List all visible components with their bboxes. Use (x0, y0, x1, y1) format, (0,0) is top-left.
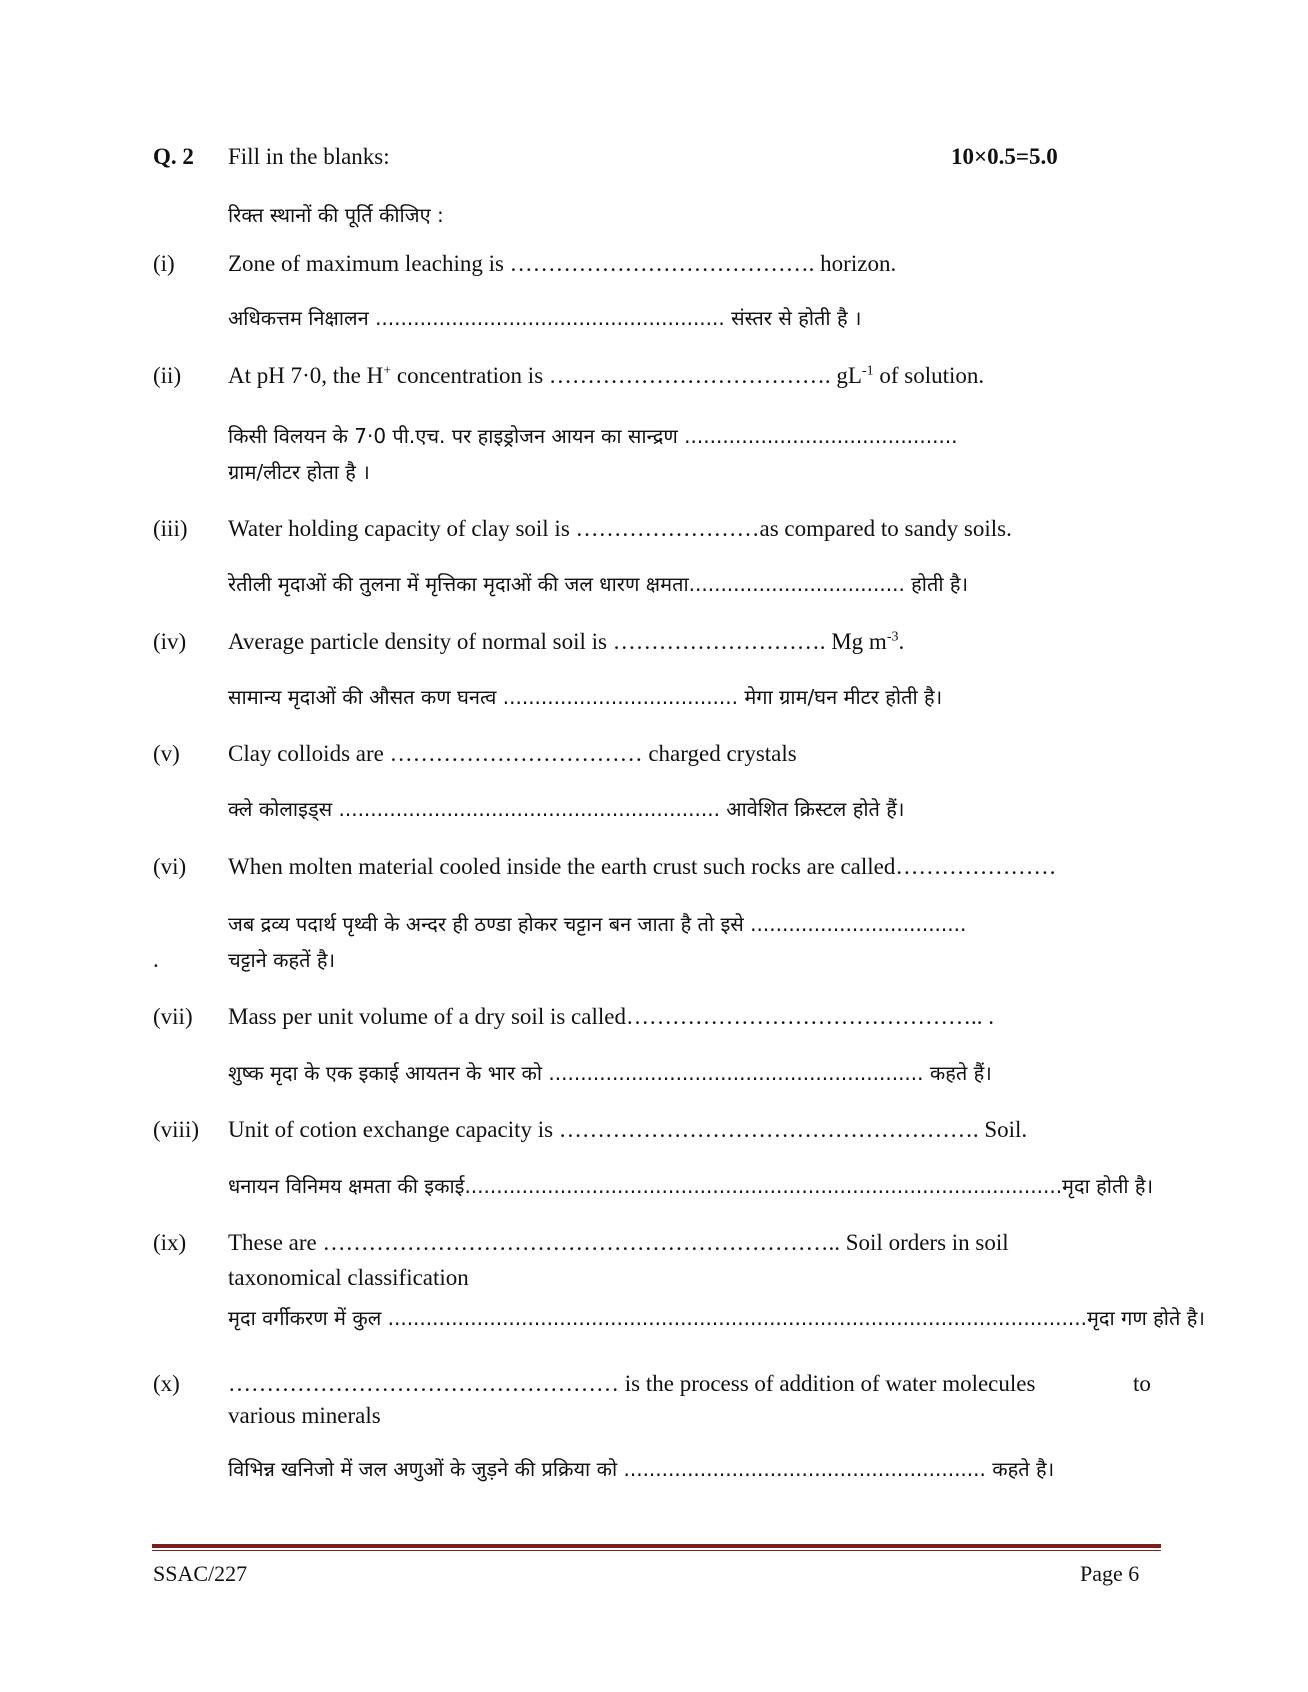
item-text-en-cont: various minerals (228, 1403, 381, 1428)
item-text-en: …………………………………………… is the process of addition of water molecules (228, 1371, 1036, 1396)
item-text-hi: शुष्क मृदा के एक इकाई आयतन के भार को ........................................................... कहते हैं। (228, 1061, 992, 1085)
item-number: (v) (153, 741, 180, 766)
item-text-en-to: to (1133, 1371, 1151, 1396)
item-text-en: Unit of cotion exchange capacity is ………………………………………………. Soil. (228, 1117, 1028, 1142)
item-text-hi: मृदा वर्गीकरण में कुल ..............................................................................................................मृदा गण होते है। (228, 1306, 1205, 1330)
item-number: (ix) (153, 1230, 187, 1255)
item-number: (ii) (153, 363, 182, 388)
item-text-en: Clay colloids are …………………………… charged crystals (228, 741, 797, 766)
question-title-en: Fill in the blanks: (228, 144, 390, 169)
footer-code: SSAC/227 (153, 1561, 248, 1586)
question-number: Q. 2 (153, 144, 194, 169)
footer-rule (152, 1544, 1161, 1548)
item-number: (iv) (153, 629, 187, 654)
item-number: (vii) (153, 1004, 193, 1029)
item-text-en: Zone of maximum leaching is …………………………………. horizon. (228, 251, 897, 276)
item-number: (vi) (153, 854, 187, 879)
question-title-hi: रिक्त स्थानों की पूर्ति कीजिए : (228, 203, 444, 227)
footer-page-number: Page 6 (1080, 1561, 1140, 1586)
item-text-en-cont: taxonomical classification (228, 1265, 469, 1290)
item-text-hi: किसी विलयन के 7·0 पी.एच. पर हाइड्रोजन आयन का सान्द्रण ........................................... (228, 424, 958, 448)
question-marks: 10×0.5=5.0 (951, 144, 1058, 169)
item-text-hi: जब द्रव्य पदार्थ पृथ्वी के अन्दर ही ठण्डा होकर चट्टान बन जाता है तो इसे .................................. (228, 912, 967, 936)
item-text-en: Average particle density of normal soil is ………………………. Mg $m^{-3}$. (228, 629, 905, 654)
item-number: (viii) (153, 1117, 199, 1142)
item-text-hi: क्ले कोलाइड्स ............................................................ आवेशित क्रिस्टल होते हैं। (228, 797, 905, 821)
item-text-hi-cont: चट्टाने कहतें है। (228, 948, 336, 972)
item-text-en: Water holding capacity of clay soil is ……………………as compared to sandy soils. (228, 516, 1012, 541)
item-text-en: When molten material cooled inside the earth crust such rocks are called………………… (228, 854, 1057, 879)
item-text-hi: विभिन्न खनिजो में जल अणुओं के जुड़ने की प्रक्रिया को ......................................................... कहते है। (228, 1457, 1055, 1481)
item-text-en: Mass per unit volume of a dry soil is called……………………………………….. . (228, 1004, 994, 1029)
item-text-hi: अधिकत्तम निक्षालन ....................................................... संस्तर से होती है । (228, 306, 862, 330)
item-number: (x) (153, 1371, 180, 1396)
item-number: (iii) (153, 516, 188, 541)
item-text-hi: रेतीली मृदाओं की तुलना में मृत्तिका मृदाओं की जल धारण क्षमता.................................. होती है। (228, 572, 969, 596)
item-text-hi-cont: ग्राम/लीटर होता है । (228, 460, 370, 484)
item-number: (i) (153, 251, 175, 276)
stray-dot: . (153, 947, 159, 972)
item-text-en: These are ………………………………………………………….. Soil orders in soil (228, 1230, 1009, 1255)
footer-rule-thin (152, 1550, 1161, 1551)
item-text-hi: सामान्य मृदाओं की औसत कण घनत्व ..................................... मेगा ग्राम/घन मीटर होती है। (228, 685, 943, 709)
item-text-hi: धनायन विनिमय क्षमता की इकाई..............................................................................................मृदा होती है। (228, 1174, 1154, 1198)
item-text-en: At pH 7·0, the H+ concentration is ………………………………. $gL^{-1}$ of solution. (228, 363, 985, 388)
